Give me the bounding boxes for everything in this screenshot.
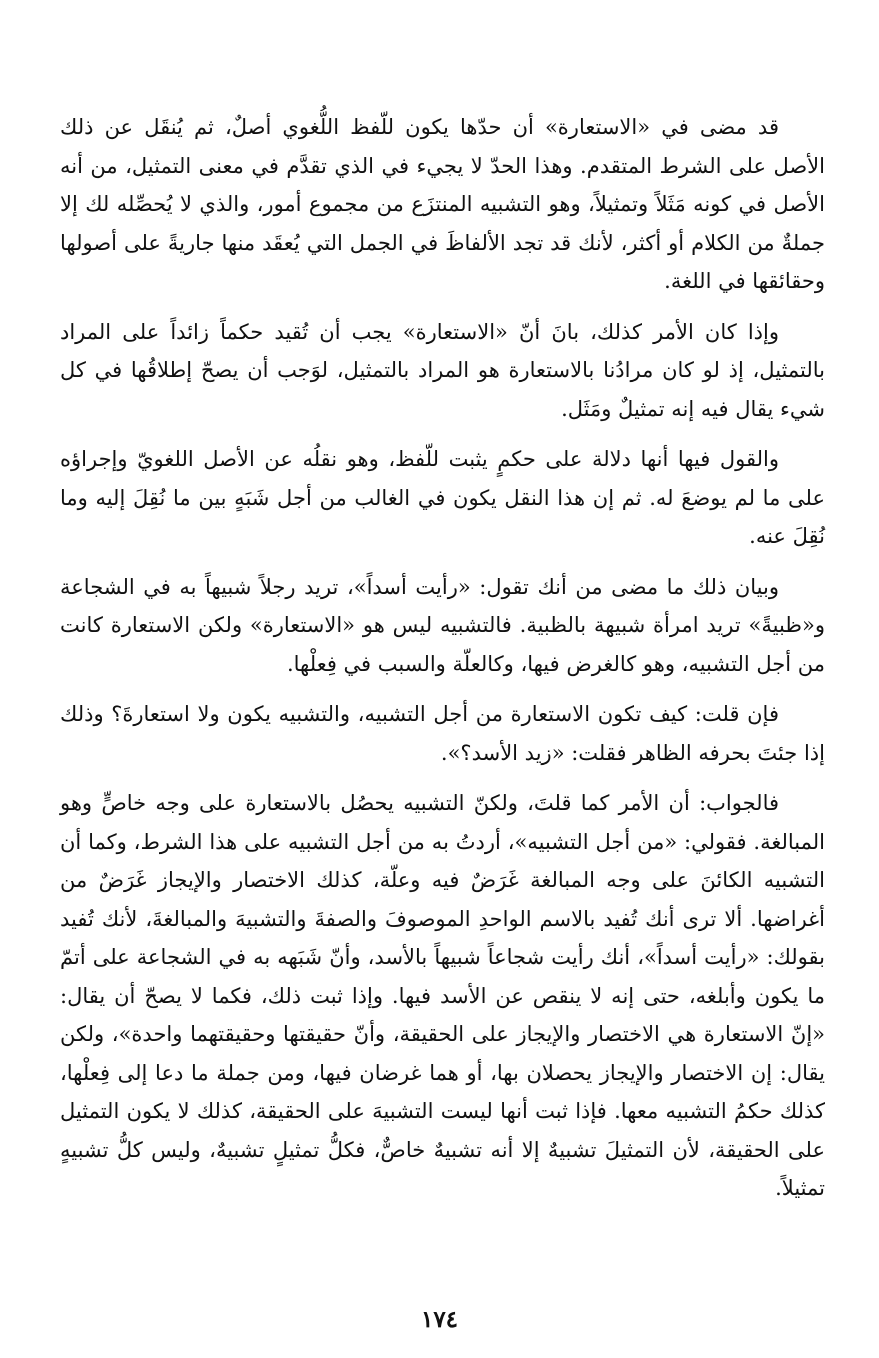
paragraph-1: قد مضى في «الاستعارة» أن حدّها يكون للّفظ اللُّغوي أصلٌ، ثم يُنقَل عن ذلك الأصل على الشرط المتقدم. وهذا الحدّ لا يجيء في الذي تقدَّم في معنى التمثيل، من أنه الأصل في كونه مَثَلاً وتمثيلاً، وهو التشبيه المنتزَع من مجموع أمور، والذي لا يُحصِّله لك إلا جملةٌ من الكلام أو أكثر، لأنك قد تجد الألفاظَ في الجمل التي يُعقَد منها جاريةً على أصولها وحقائقها في اللغة. xyxy=(60,115,825,293)
page-number: ١٧٤ xyxy=(420,1306,459,1333)
paragraph-4: وبيان ذلك ما مضى من أنك تقول: «رأيت أسداً»، تريد رجلاً شبيهاً به في الشجاعة و«ظبيةً» تريد امرأة شبيهة بالظبية. فالتشبيه ليس هو «الاستعارة» ولكن الاستعارة كانت من أجل التشبيه، وهو كالغرض فيها، وكالعلّة والسبب في فِعلْها. xyxy=(60,574,825,676)
paragraph-2: وإذا كان الأمر كذلك، بانَ أنّ «الاستعارة» يجب أن تُقيد حكماً زائداً على المراد بالتمثيل، إذ لو كان مرادُنا بالاستعارة هو المراد بالتمثيل، لوَجب أن يصحّ إطلاقُها في كل شيء يقال فيه إنه تمثيلٌ ومَثَل. xyxy=(60,319,825,421)
page-body xyxy=(60,108,825,1220)
paragraph-5: فإن قلت: كيف تكون الاستعارة من أجل التشبيه، والتشبيه يكون ولا استعارةَ؟ وذلك إذا جئتَ بحرفه الظاهر فقلت: «زيد الأسد؟». xyxy=(60,702,825,765)
paragraph-3: والقول فيها أنها دلالة على حكمٍ يثبت للّفظ، وهو نقلُه عن الأصل اللغويّ وإجراؤه على ما لم يوضعَ له. ثم إن هذا النقل يكون في الغالب من أجل شَبَهٍ بين ما نُقِلَ إليه وما نُقِلَ عنه. xyxy=(60,447,825,548)
paragraph-6: فالجواب: أن الأمر كما قلتَ، ولكنّ التشبيه يحصُل بالاستعارة على وجه خاصٍّ وهو المبالغة. فقولي: «من أجل التشبيه»، أردتُ به من أجل التشبيه على هذا الشرط، وكما أن التشبيه الكائنَ على وجه المبالغة غَرَضٌ فيه وعلّة، كذلك الاختصار والإيجاز غَرَضٌ من أغراضها. ألا ترى أنك تُفيد بالاسم الواحدِ الموصوفَ والصفةَ والتشبيهَ والمبالغةَ، لأنك تُفيد بقولك: «رأيت أسداً»، أنك رأيت شجاعاً شبيهاً بالأسد، وأنّ شَبَهه به في الشجاعة على أتمّ ما يكون وأبلغه، حتى إنه لا ينقص عن الأسد فيها. وإذا ثبت ذلك، فكما لا يصحّ أن يقال: «إنّ الاستعارة هي الاختصار والإيجاز على الحقيقة، وأنّ حقيقتها وحقيقتهما واحدة»، ولكن يقال: إن الاختصار والإيجاز يحصلان بها، أو هما غرضان فيها، ومن جملة ما دعا إلى فِعلْها، كذلك حكمُ التشبيه معها. فإذا ثبت أنها ليست التشبيهَ على الحقيقة، كذلك لا يكون التمثيل على الحقيقة، لأن التمثيلَ تشبيهٌ إلا أنه تشبيهٌ خاصٌّ، فكلُّ تمثيلٍ تشبيهٌ، وليس كلُّ تشبيهٍ تمثيلاً. xyxy=(60,791,825,1200)
